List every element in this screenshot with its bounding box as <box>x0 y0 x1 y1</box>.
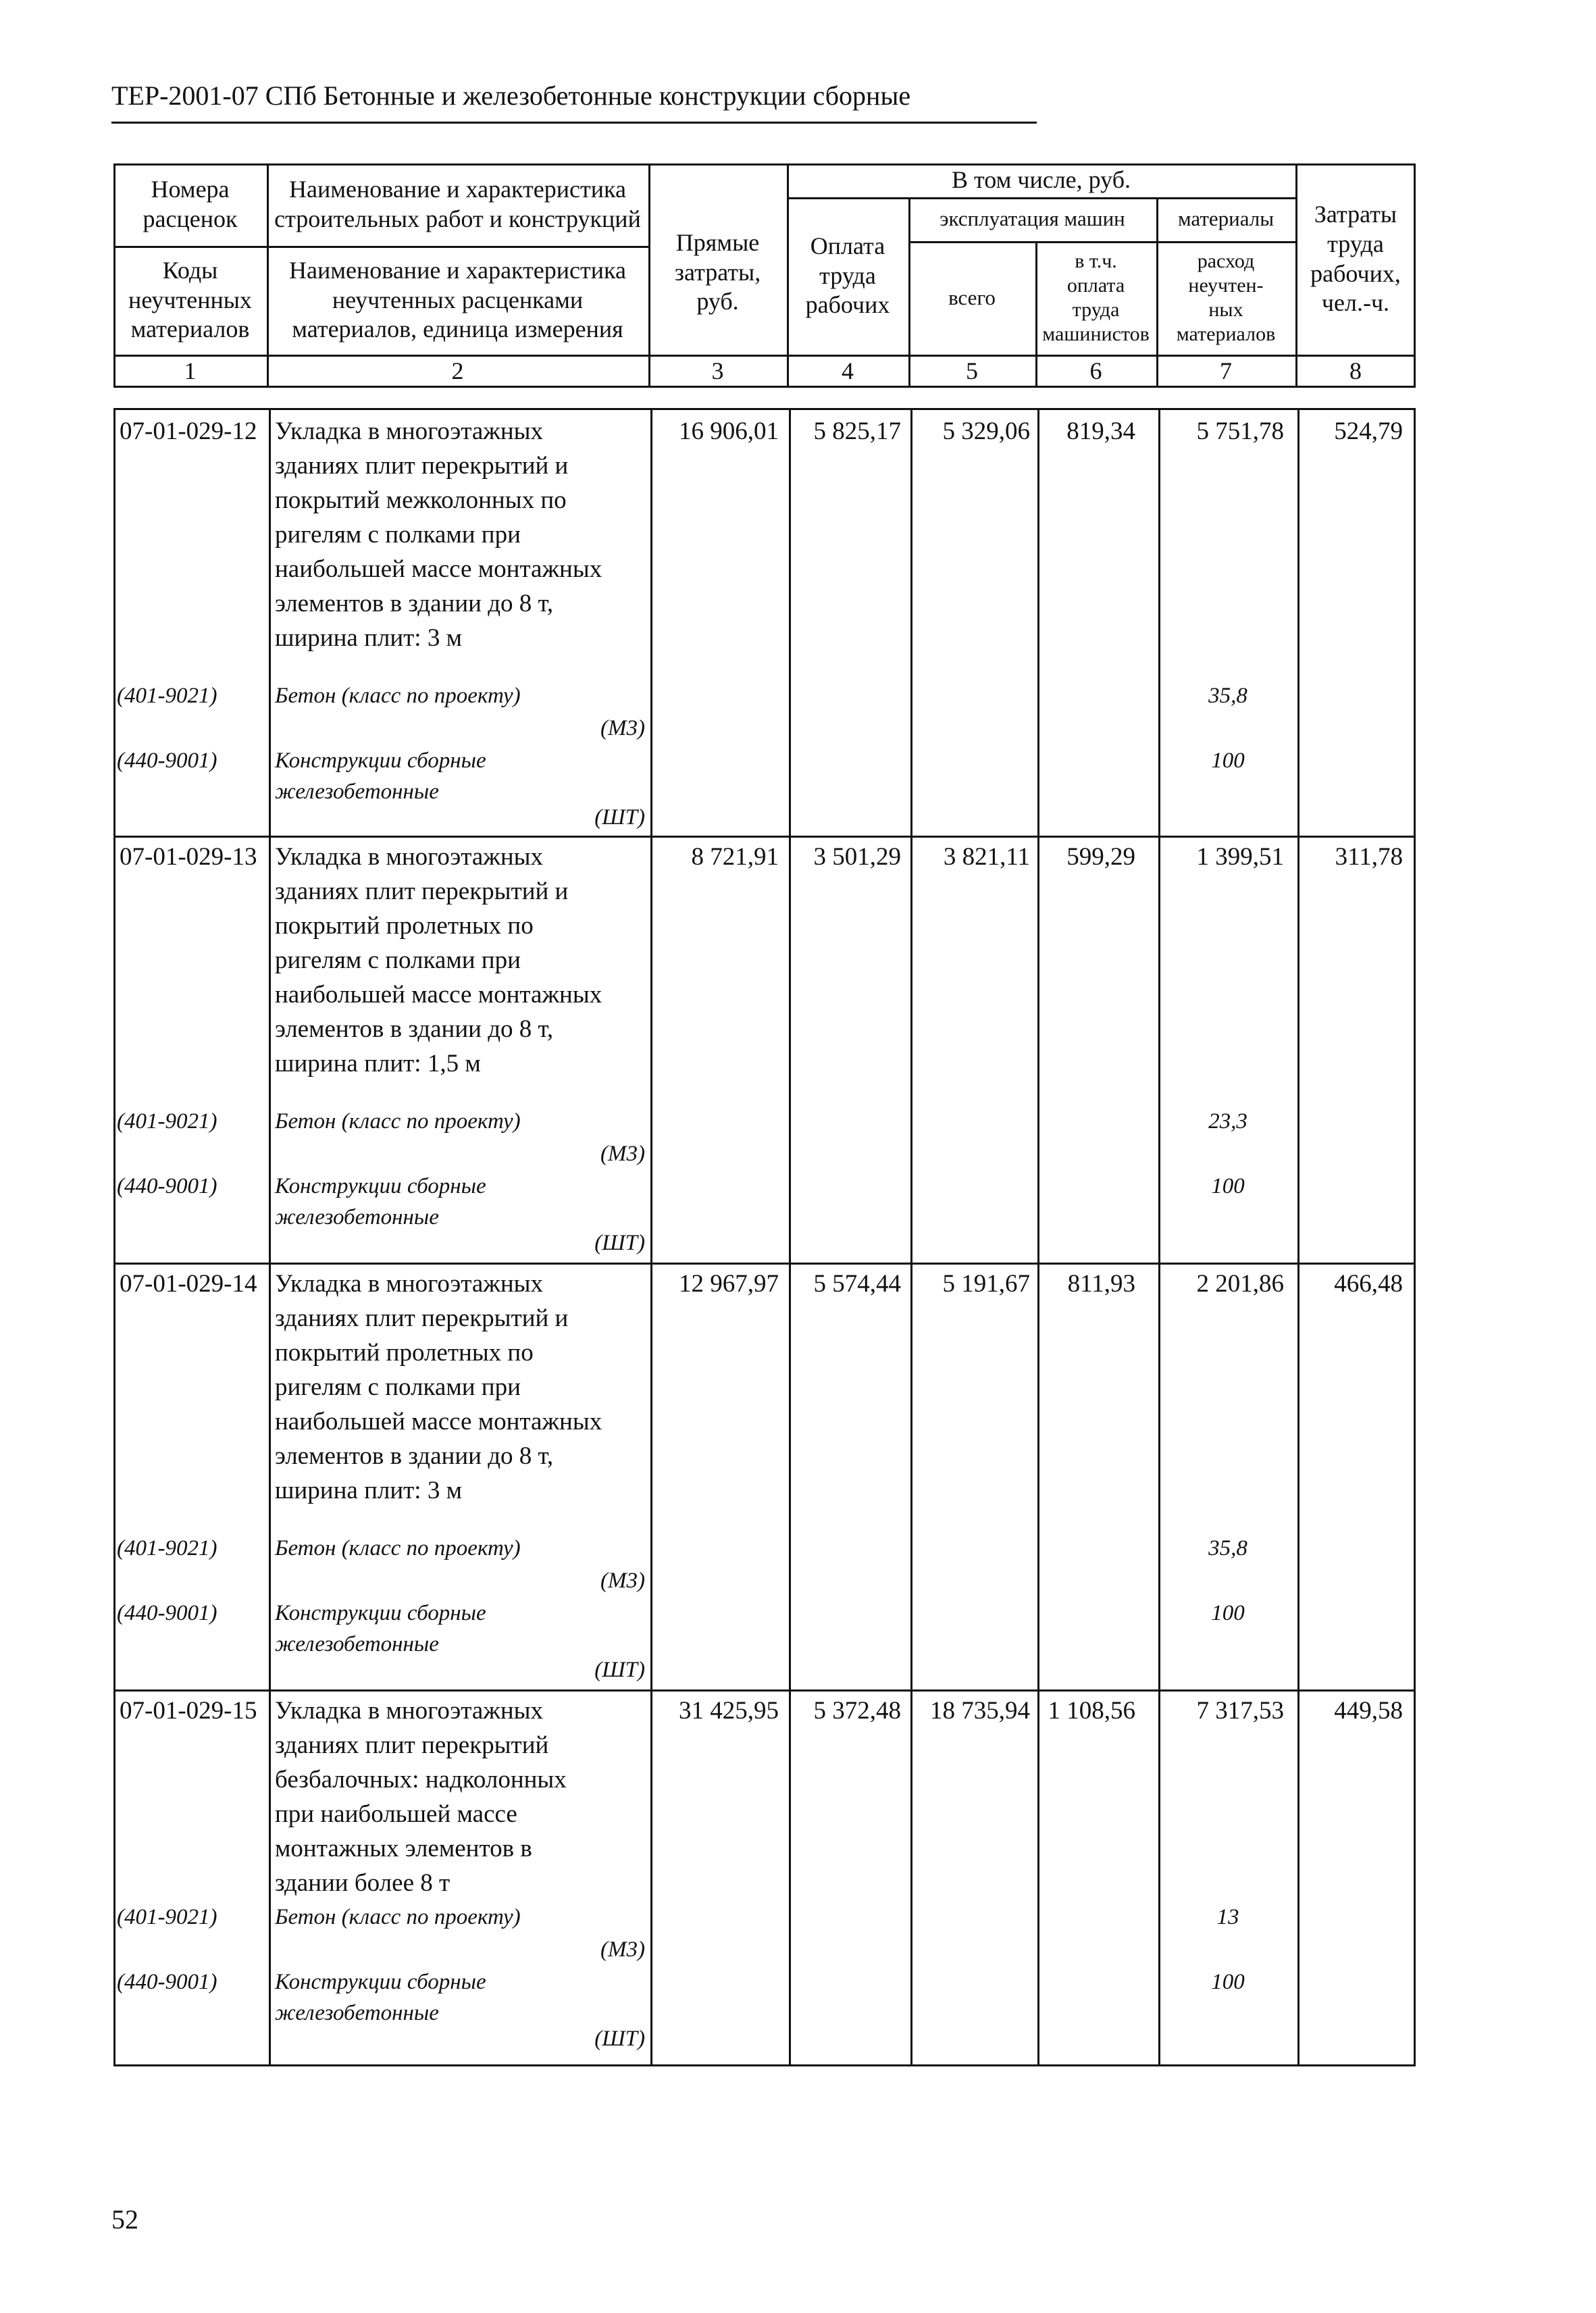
col-number: 4 <box>842 357 854 384</box>
work-description: Укладка в многоэтажных зданиях плит перекрытий и покрытий пролетных по ригелям с полками при наибольшей массе монтажных элементов в здании до 8 т, ширина плит: 3 м <box>275 1270 602 1504</box>
material-code: (401-9021) <box>117 684 217 708</box>
material-code: (440-9001) <box>117 1601 217 1625</box>
header-labor-pay: Оплата труда рабочих <box>805 232 890 319</box>
header-unaccounted-materials: расход неучтен- ных материалов <box>1176 250 1276 345</box>
material-code: (440-9001) <box>117 1174 217 1198</box>
header-including: В том числе, руб. <box>951 166 1131 194</box>
labor-hours: 466,48 <box>1334 1270 1403 1298</box>
materials-cost: 1 399,51 <box>1196 843 1284 871</box>
rate-code: 07-01-029-14 <box>120 1270 257 1298</box>
material-unit: (М3) <box>600 1142 645 1166</box>
col-number: 7 <box>1220 357 1232 384</box>
col-number: 8 <box>1349 357 1362 384</box>
header-materials: материалы <box>1177 207 1275 231</box>
header-direct-costs: Прямые затраты, руб. <box>674 228 761 315</box>
page-number: 52 <box>111 2204 138 2235</box>
material-unit: (М3) <box>600 1569 645 1593</box>
labor-pay: 5 825,17 <box>813 417 901 445</box>
header-material-name: Наименование и характеристика неучтенных расценками материалов, единица измерения <box>289 256 626 343</box>
material-code: (401-9021) <box>117 1109 217 1134</box>
header-machine-operation: эксплуатация машин <box>939 207 1125 231</box>
material-code: (440-9001) <box>117 748 217 773</box>
direct-costs: 16 906,01 <box>679 417 779 445</box>
work-description: Укладка в многоэтажных зданиях плит перекрытий и покрытий межколонных по ригелям с полками при наибольшей массе монтажных элементов в здании до 8 т, ширина плит: 3 м <box>275 417 602 652</box>
labor-hours: 311,78 <box>1335 843 1403 871</box>
materials-cost: 7 317,53 <box>1196 1697 1284 1725</box>
labor-hours: 449,58 <box>1334 1697 1403 1725</box>
title-rule <box>111 122 1037 124</box>
rate-code: 07-01-029-12 <box>120 417 257 445</box>
labor-pay: 3 501,29 <box>813 843 901 871</box>
direct-costs: 31 425,95 <box>679 1697 779 1725</box>
col-number: 6 <box>1089 357 1102 384</box>
material-quantity: 100 <box>1211 748 1245 773</box>
rates-table <box>113 408 1416 2066</box>
work-description: Укладка в многоэтажных зданиях плит перекрытий и покрытий пролетных по ригелям с полками при наибольшей массе монтажных элементов в здании до 8 т, ширина плит: 1,5 м <box>275 843 602 1077</box>
material-unit: (ШТ) <box>594 1231 645 1255</box>
col-number: 1 <box>184 357 197 384</box>
rate-code: 07-01-029-15 <box>120 1697 257 1725</box>
machinist-pay: 819,34 <box>1066 417 1135 445</box>
material-name: Конструкции сборные железобетонные <box>275 748 486 804</box>
material-quantity: 100 <box>1211 1174 1245 1198</box>
machinist-pay: 599,29 <box>1066 843 1135 871</box>
machinist-pay: 811,93 <box>1067 1270 1135 1298</box>
material-unit: (ШТ) <box>594 1658 645 1682</box>
material-name: Конструкции сборные железобетонные <box>275 1174 486 1229</box>
table-row <box>115 1264 1414 1689</box>
machines-total: 5 191,67 <box>942 1270 1030 1298</box>
material-unit: (М3) <box>600 716 645 740</box>
table-row <box>115 837 1414 1263</box>
header-material-codes: Коды неучтенных материалов <box>128 256 252 343</box>
material-code: (401-9021) <box>117 1536 217 1560</box>
material-name: Конструкции сборные железобетонные <box>275 1601 486 1656</box>
table-row <box>115 1691 1414 2066</box>
material-quantity: 35,8 <box>1208 1536 1247 1560</box>
material-quantity: 35,8 <box>1208 684 1247 708</box>
material-quantity: 13 <box>1216 1905 1239 1929</box>
header-labor-hours: Затраты труда рабочих, чел.-ч. <box>1310 200 1401 317</box>
material-name: Бетон (класс по проекту) <box>275 684 521 708</box>
materials-cost: 5 751,78 <box>1196 417 1284 445</box>
labor-hours: 524,79 <box>1334 417 1403 445</box>
machinist-pay: 1 108,56 <box>1048 1697 1135 1725</box>
col-number: 2 <box>451 357 464 384</box>
col-number: 3 <box>711 357 724 384</box>
machines-total: 18 735,94 <box>930 1697 1030 1725</box>
material-name: Бетон (класс по проекту) <box>275 1905 521 1929</box>
material-code: (440-9001) <box>117 1970 217 1994</box>
work-description: Укладка в многоэтажных зданиях плит перекрытий безбалочных: надколонных при наибольшей массе монтажных элементов в здании более 8 т <box>275 1697 567 1897</box>
machines-total: 3 821,11 <box>943 843 1030 871</box>
header-work-name: Наименование и характеристика строительных работ и конструкций <box>274 176 641 232</box>
col-number: 5 <box>966 357 978 384</box>
material-name: Бетон (класс по проекту) <box>275 1109 521 1134</box>
material-name: Бетон (класс по проекту) <box>275 1536 521 1560</box>
rate-code: 07-01-029-13 <box>120 843 257 871</box>
machines-total: 5 329,06 <box>942 417 1030 445</box>
material-code: (401-9021) <box>117 1905 217 1929</box>
labor-pay: 5 372,48 <box>813 1697 901 1725</box>
materials-cost: 2 201,86 <box>1196 1270 1284 1298</box>
material-quantity: 23,3 <box>1208 1109 1247 1134</box>
header-machines-total: всего <box>948 285 996 309</box>
material-quantity: 100 <box>1211 1970 1245 1994</box>
header-machinist-pay: в т.ч. оплата труда машинистов <box>1042 250 1150 345</box>
direct-costs: 8 721,91 <box>691 843 779 871</box>
material-unit: (М3) <box>600 1937 645 1962</box>
header-codes: Номера расценок <box>143 176 238 232</box>
material-unit: (ШТ) <box>594 2027 645 2051</box>
material-name: Конструкции сборные железобетонные <box>275 1970 486 2025</box>
table-header <box>113 163 1416 388</box>
labor-pay: 5 574,44 <box>813 1270 901 1298</box>
table-row <box>115 410 1414 836</box>
running-title: ТЕР-2001-07 СПб Бетонные и железобетонные конструкции сборные <box>111 80 911 111</box>
direct-costs: 12 967,97 <box>679 1270 779 1298</box>
material-quantity: 100 <box>1211 1601 1245 1625</box>
material-unit: (ШТ) <box>594 805 645 830</box>
